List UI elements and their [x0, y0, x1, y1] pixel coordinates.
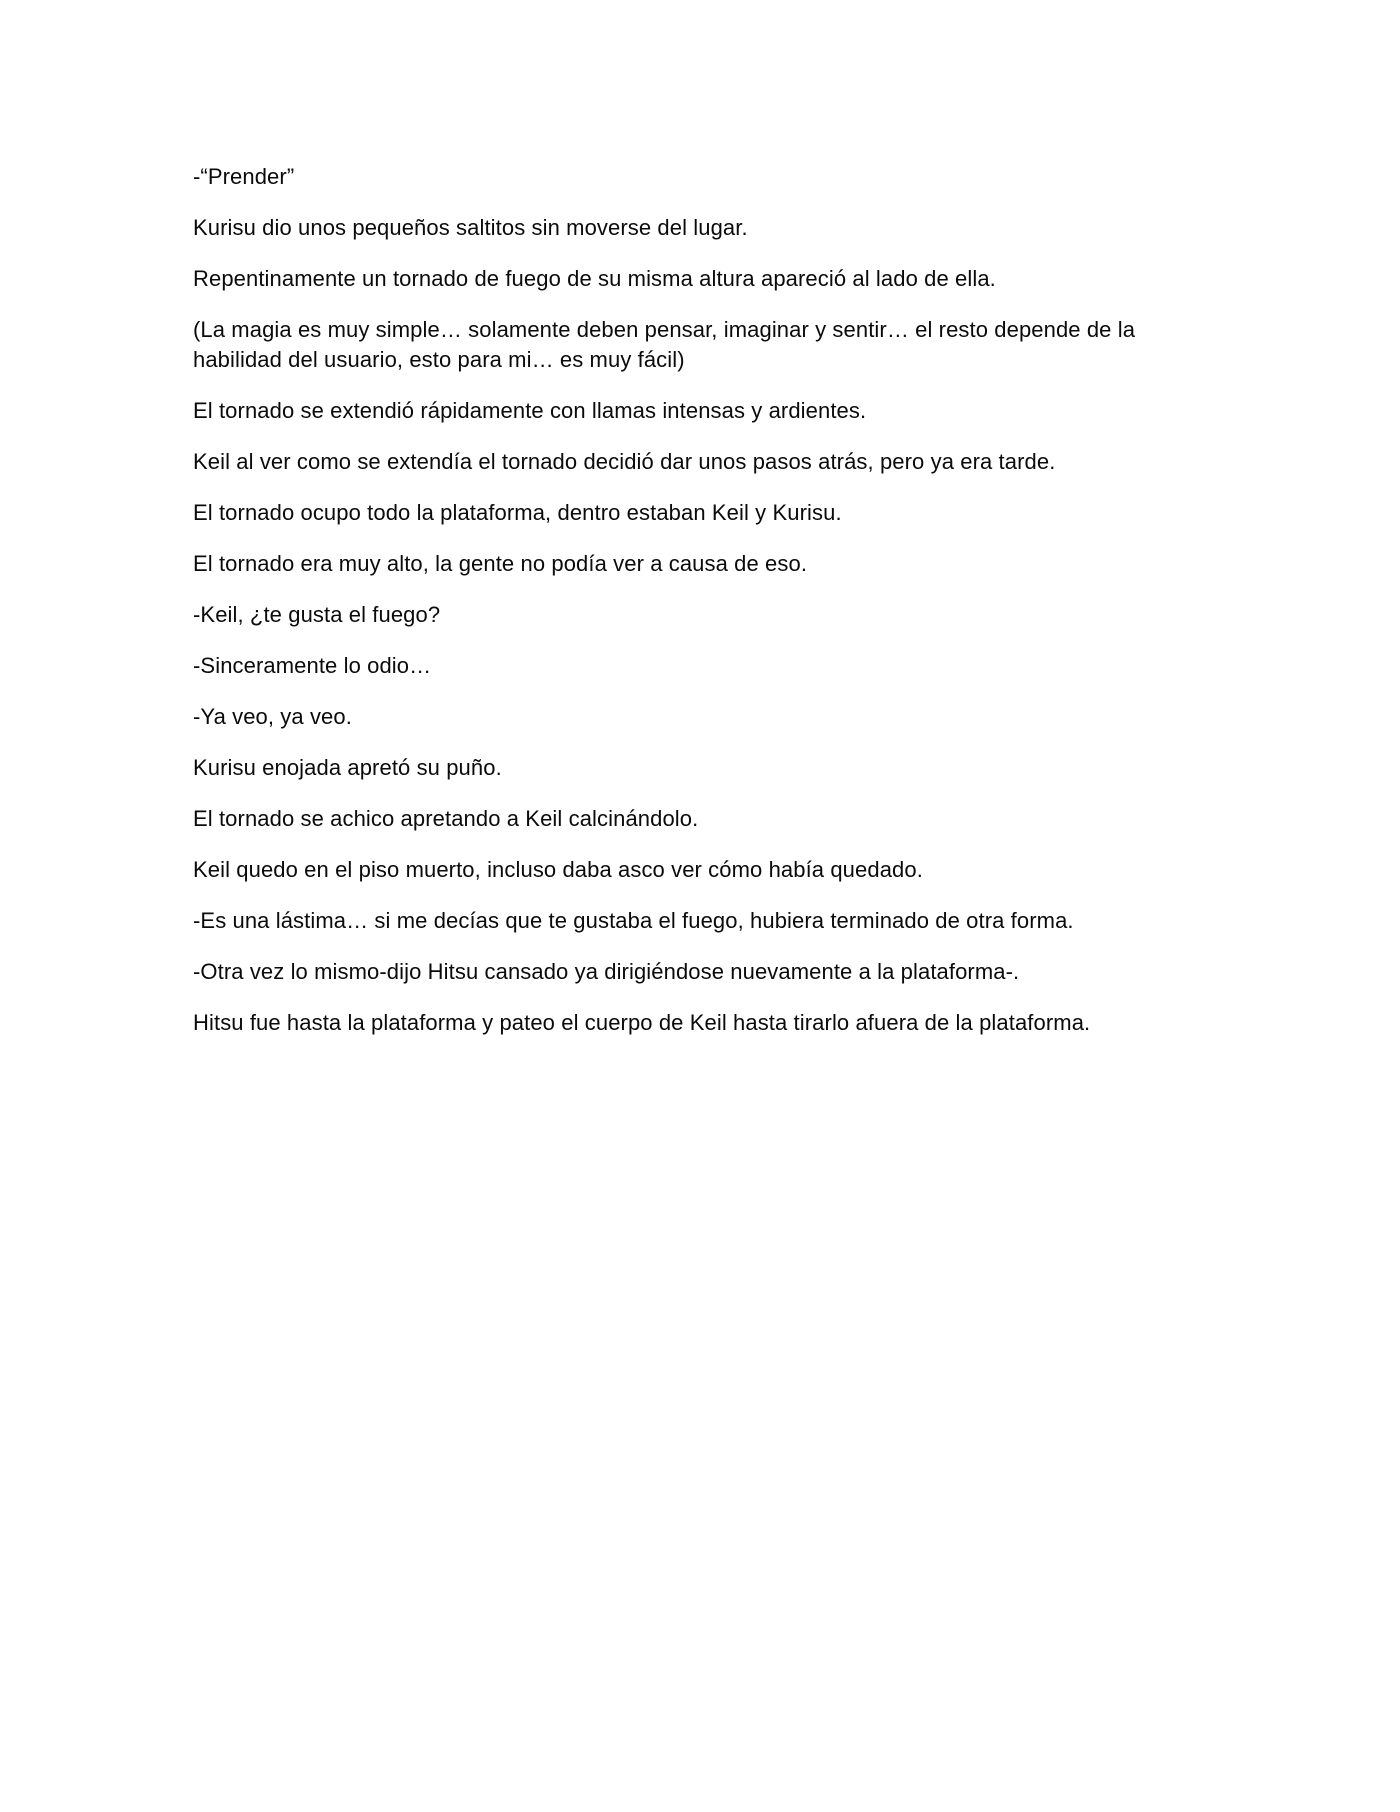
paragraph-3: Repentinamente un tornado de fuego de su misma altura apareció al lado de ella.: [193, 266, 996, 291]
paragraph-13: El tornado se achico apretando a Keil calcinándolo.: [193, 806, 699, 831]
paragraph-14: Keil quedo en el piso muerto, incluso daba asco ver cómo había quedado.: [193, 857, 923, 882]
paragraph-5: El tornado se extendió rápidamente con llamas intensas y ardientes.: [193, 398, 867, 423]
paragraph-2: Kurisu dio unos pequeños saltitos sin moverse del lugar.: [193, 215, 748, 240]
paragraph-7: El tornado ocupo todo la plataforma, dentro estaban Keil y Kurisu.: [193, 500, 842, 525]
paragraph-6: Keil al ver como se extendía el tornado decidió dar unos pasos atrás, pero ya era tarde.: [193, 449, 1056, 474]
paragraph-17: Hitsu fue hasta la plataforma y pateo el cuerpo de Keil hasta tirarlo afuera de la plataforma.: [193, 1010, 1091, 1035]
paragraph-1: -“Prender”: [193, 164, 295, 189]
paragraph-4: (La magia es muy simple… solamente deben pensar, imaginar y sentir… el resto depende de la habilidad del usuario, esto para mi… es muy fácil): [193, 317, 1136, 372]
paragraph-15: -Es una lástima… si me decías que te gustaba el fuego, hubiera terminado de otra forma.: [193, 908, 1074, 933]
paragraph-12: Kurisu enojada apretó su puño.: [193, 755, 502, 780]
paragraph-8: El tornado era muy alto, la gente no podía ver a causa de eso.: [193, 551, 808, 576]
paragraph-10: -Sinceramente lo odio…: [193, 653, 432, 678]
paragraph-11: -Ya veo, ya veo.: [193, 704, 352, 729]
paragraph-9: -Keil, ¿te gusta el fuego?: [193, 602, 441, 627]
paragraph-16: -Otra vez lo mismo-dijo Hitsu cansado ya dirigiéndose nuevamente a la plataforma-.: [193, 959, 1020, 984]
